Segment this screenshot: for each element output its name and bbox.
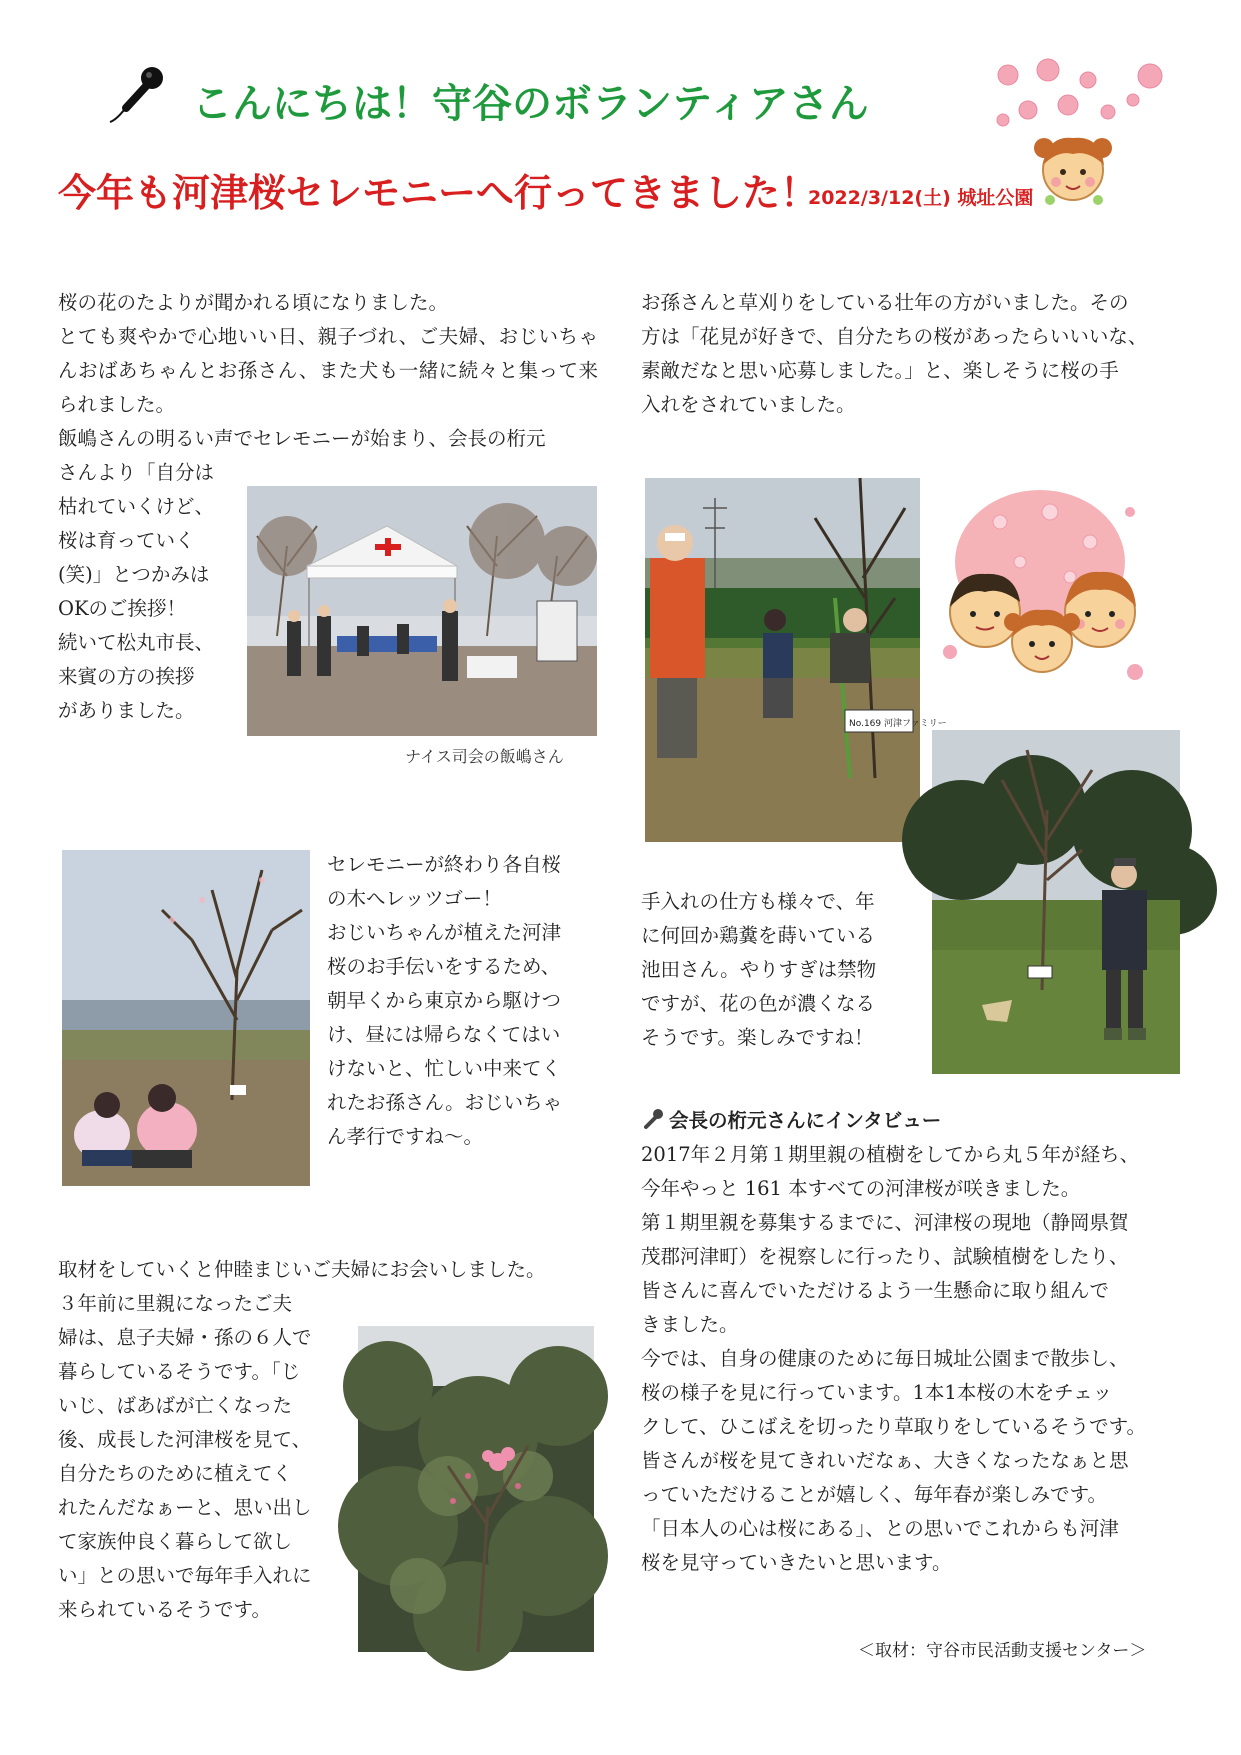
page-title: こんにちは！守谷のボランティアさん — [192, 81, 869, 127]
greeting-line: がありました。 — [58, 699, 195, 722]
greeting-line: さんより「自分は — [58, 461, 215, 484]
couple-line: 婦は、息子夫婦・孫の６人で — [58, 1326, 312, 1349]
interview-line: 今年やっと 161 本すべての河津桜が咲きました。 — [641, 1177, 1081, 1200]
couple-line: 来られているそうです。 — [58, 1598, 271, 1621]
weeding-photo — [645, 478, 947, 842]
children-planting-photo — [62, 850, 310, 1186]
family-illustration — [940, 482, 1140, 682]
event-date-place: 2022/3/12(土) 城址公園 — [808, 187, 1034, 209]
interview-text — [641, 1138, 1186, 1580]
interview-line: 桜を見守っていきたいと思います。 — [641, 1551, 952, 1574]
greeting-line: 来賓の方の挨拶 — [58, 665, 195, 688]
intro-line-3 — [58, 422, 598, 456]
interview-line: クして、ひこばえを切ったり草取りをしているそうです。 — [641, 1415, 1147, 1438]
weeding-text — [641, 286, 1181, 422]
greeting-line: 枯れていくけど、 — [58, 495, 215, 518]
microphone-icon — [108, 64, 168, 126]
interview-line: きました。 — [641, 1313, 739, 1336]
care-text — [641, 885, 921, 1055]
care-line: に何回か鶏糞を蒔いている — [641, 924, 876, 947]
interview-line: 茂郡河津町）を視察しに行ったり、試験植樹をしたり、 — [641, 1245, 1129, 1268]
intro-text — [58, 286, 598, 456]
greeting-line: 桜は育っていく — [58, 529, 195, 552]
intro-line-1: 桜の花のたよりが聞かれる頃になりました。 — [58, 291, 449, 314]
ceremony-line: け、昼には帰らなくてはい — [327, 1023, 561, 1046]
interview-line: 桜の様子を見に行っています。1本1本桜の木をチェッ — [641, 1381, 1113, 1404]
care-line: 池田さん。やりすぎは禁物 — [641, 958, 877, 981]
ceremony-line: おじいちゃんが植えた河津 — [327, 921, 562, 944]
weeding-line: 入れをされていました。 — [641, 393, 856, 416]
greeting-line: (笑)」とつかみは — [58, 563, 210, 586]
cherry-blossom-icon — [988, 50, 1178, 220]
couple-line: 暮らしているそうです。「じ — [58, 1360, 301, 1383]
couple-line: ３年前に里親になったご夫 — [58, 1292, 293, 1315]
photo-caption: ナイス司会の飯嶋さん — [405, 747, 564, 766]
couple-line: て家族仲良く暮らして欲し — [58, 1530, 293, 1553]
couple-text — [58, 1287, 343, 1627]
interview-line: 「日本人の心は桜にある」、との思いでこれからも河津 — [641, 1517, 1119, 1540]
ceremony-line: セレモニーが終わり各自桜 — [327, 853, 562, 876]
interview-line: 皆さんに喜んでいただけるよう一生懸命に取り組んで — [641, 1279, 1110, 1302]
ceremony-line: 桜のお手伝いをするため、 — [327, 955, 561, 978]
ceremony-text — [327, 848, 602, 1154]
interview-line: っていただけることが嬉しく、毎年春が楽しみです。 — [641, 1483, 1108, 1506]
weeding-line: 素敵だなと思い応募しました。」と、楽しそうに桜の手 — [641, 359, 1119, 382]
ceremony-line: 朝早くから東京から駆けつ — [327, 989, 562, 1012]
weeding-line: 方は「花見が好きで、自分たちの桜があったらいいいな、 — [641, 325, 1148, 348]
weeding-line: お孫さんと草刈りをしている壮年の方がいました。その — [641, 291, 1129, 314]
interview-heading — [641, 1105, 941, 1133]
intro-line-3-name: 桁元 — [506, 427, 546, 450]
care-line: そうです。楽しみですね！ — [641, 1026, 874, 1049]
couple-line: 後、成長した河津桜を見て、 — [58, 1428, 312, 1451]
ceremony-tent-photo — [247, 486, 597, 736]
couple-line: れたんだなぁーと、思い出し — [58, 1496, 312, 1519]
blossom-photo — [358, 1326, 594, 1652]
ceremony-line: ん孝行ですね～。 — [327, 1125, 484, 1148]
ceremony-line: の木へレッツゴー！ — [327, 887, 502, 910]
interview-line: 2017年２月第１期里親の植樹をしてから丸５年が経ち、 — [641, 1143, 1140, 1166]
care-line: ですが、花の色が濃くなる — [641, 992, 876, 1015]
intro-line-2: とても爽やかで心地いい日、親子づれ、ご夫婦、おじいちゃんおばあちゃんとお孫さん、また犬も一緒に続々と集って来られました。 — [58, 325, 598, 416]
ikeda-photo — [932, 730, 1180, 1074]
interview-line: 第１期里親を募集するまでに、河津桜の現地（静岡県賀 — [641, 1211, 1129, 1234]
greeting-line: 続いて松丸市長、 — [58, 631, 215, 654]
interview-heading-text: 会長の桁元さんにインタビュー — [669, 1109, 942, 1132]
greeting-line: OKのご挨拶！ — [58, 597, 187, 620]
couple-intro: 取材をしていくと仲睦まじいご夫婦にお会いしました。 — [58, 1258, 546, 1281]
greeting-text — [58, 456, 233, 728]
couple-line: い」との思いで毎年手入れに — [58, 1564, 312, 1587]
couple-line: いじ、ばあばが亡くなった — [58, 1394, 293, 1417]
intro-line-3-text: 飯嶋さんの明るい声でセレモニーが始まり、会長の — [58, 427, 507, 450]
care-line: 手入れの仕方も様々で、年 — [641, 890, 875, 913]
interview-line: 今では、自身の健康のために毎日城址公園まで散歩し、 — [641, 1347, 1129, 1370]
girl-illustration — [1034, 138, 1112, 205]
article-title: 今年も河津桜セレモニーへ行ってきました！ — [58, 171, 819, 215]
plant-sign-label: No.169 河津ファミリー — [849, 719, 947, 729]
interview-line: 皆さんが桜を見てきれいだなぁ、大きくなったなぁと思 — [641, 1449, 1129, 1472]
ceremony-line: けないと、忙しい中来てく — [327, 1057, 562, 1080]
credit-line: ＜取材：守谷市民活動支援センター＞ — [858, 1641, 1147, 1661]
microphone-icon — [641, 1107, 665, 1131]
couple-line: 自分たちのために植えてく — [58, 1462, 293, 1485]
ceremony-line: れたお孫さん。おじいちゃ — [327, 1091, 563, 1114]
